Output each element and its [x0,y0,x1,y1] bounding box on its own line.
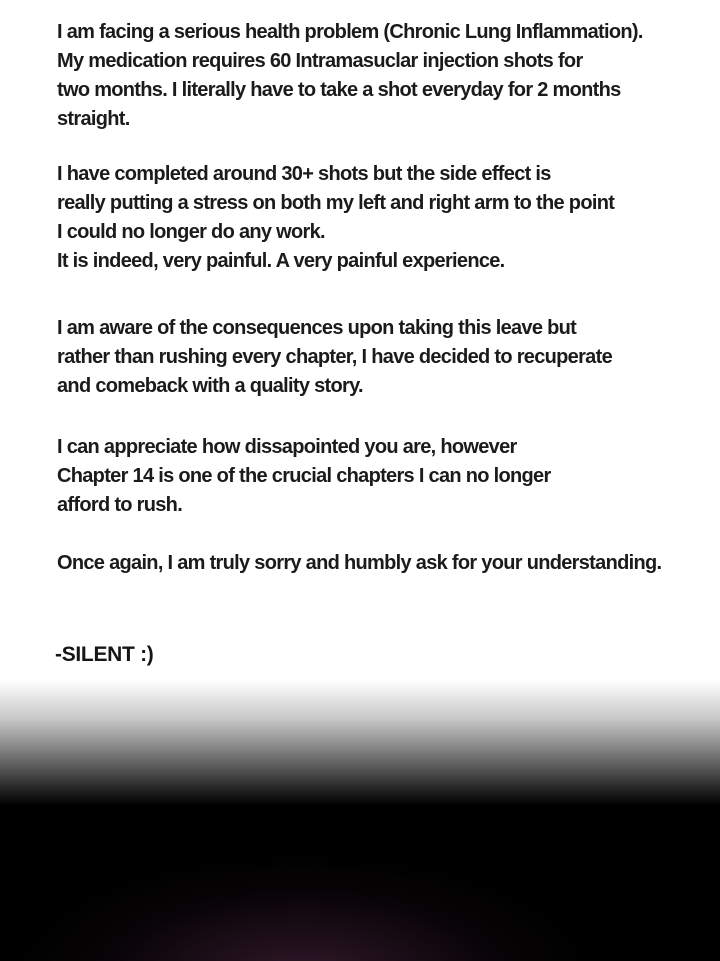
note-line: rather than rushing every chapter, I have decided to recuperate [57,346,612,368]
paragraph-apology [57,549,698,578]
note-line: and comeback with a quality story. [57,375,363,397]
note-line: I am facing a serious health problem (Chronic Lung Inflammation). [57,21,643,43]
note-line: I am aware of the consequences upon taking this leave but [57,317,577,339]
paragraph-shots-side-effect [57,160,698,276]
paragraph-consequences [57,314,698,401]
paragraph-health-problem [57,18,698,134]
note-line: My medication requires 60 Intramasuclar injection shots for [57,50,583,72]
note-line: I can appreciate how dissapointed you are, however [57,436,517,458]
note-line: two months. I literally have to take a shot everyday for 2 months [57,79,621,101]
white-to-black-fade [0,680,720,806]
note-line: I have completed around 30+ shots but the side effect is [57,163,551,185]
note-line: It is indeed, very painful. A very painful experience. [57,250,505,272]
note-line: afford to rush. [57,494,183,516]
dark-panel-with-purple-glow [0,805,720,961]
author-signature: -SILENT :) [55,643,154,666]
note-line: Once again, I am truly sorry and humbly ask for your understanding. [57,552,662,574]
note-line: really putting a stress on both my left and right arm to the point [57,192,615,214]
note-line: straight. [57,108,130,130]
note-line: Chapter 14 is one of the crucial chapters I can no longer [57,465,551,487]
paragraph-chapter-14 [57,433,698,520]
note-line: I could no longer do any work. [57,221,325,243]
